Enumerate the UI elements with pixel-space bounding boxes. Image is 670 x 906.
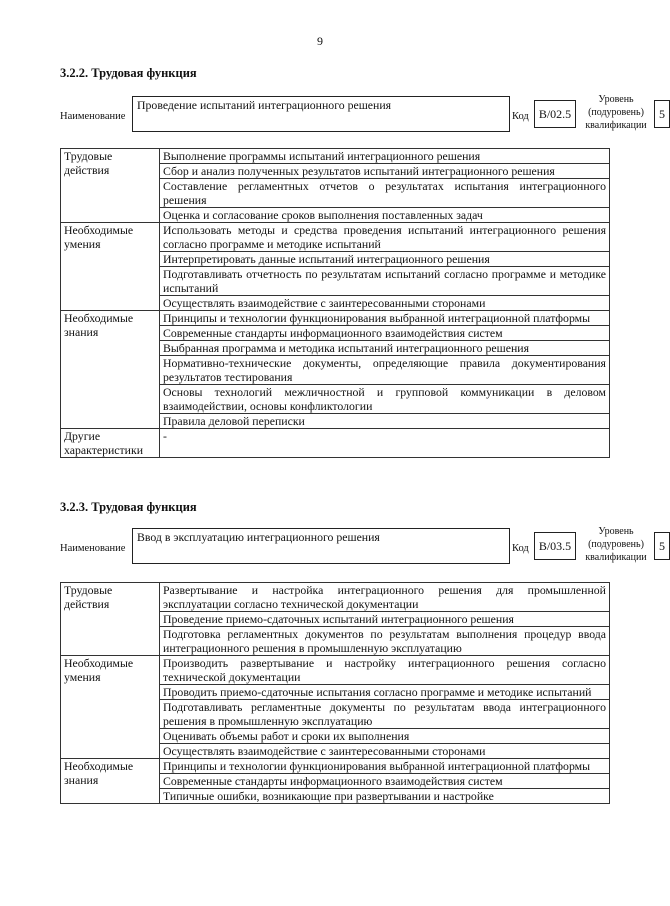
section-title: 3.2.2. Трудовая функция [60,66,197,80]
item-cell: - [160,429,610,458]
item-cell: Осуществлять взаимодействие с заинтересованными сторонами [160,744,610,759]
item-cell: Нормативно-технические документы, определяющие правила документирования результатов тестирования [160,356,610,385]
page-number: 9 [317,34,323,48]
table-row [61,583,610,612]
function-header [60,94,665,136]
item-cell: Подготовка регламентных документов по результатам выполнения процедур ввода интеграционного решения в промышленную эксплуатацию [160,627,610,656]
item-cell: Проводить приемо-сдаточные испытания согласно программе и методике испытаний [160,685,610,700]
qualification-level: 5 [654,532,670,560]
name-label: Наименование [60,111,126,122]
item-cell: Современные стандарты информационного взаимодействия систем [160,326,610,341]
function-name: Ввод в эксплуатацию интеграционного решения [132,528,510,564]
table-row [61,429,610,458]
qualification-level: 5 [654,100,670,128]
category-cell: Необходимые знания [61,759,160,804]
item-cell: Основы технологий межличностной и групповой коммуникации в деловом взаимодействии, основы конфликтологии [160,385,610,414]
item-cell: Оценивать объемы работ и сроки их выполнения [160,729,610,744]
item-cell: Принципы и технологии функционирования выбранной интеграционной платформы [160,311,610,326]
item-cell: Развертывание и настройка интеграционного решения для промышленной эксплуатации согласно технической документации [160,583,610,612]
item-cell: Производить развертывание и настройку интеграционного решения согласно технической документации [160,656,610,685]
category-cell: Трудовые действия [61,149,160,223]
function-code: B/03.5 [534,532,576,560]
item-cell: Сбор и анализ полученных результатов испытаний интеграционного решения [160,164,610,179]
category-cell: Необходимые умения [61,656,160,759]
code-label: Код [512,543,529,554]
table-row [61,223,610,252]
category-cell: Трудовые действия [61,583,160,656]
code-label: Код [512,111,529,122]
item-cell: Выбранная программа и методика испытаний интеграционного решения [160,341,610,356]
item-cell: Подготавливать отчетность по результатам испытаний согласно программе и методике испытаний [160,267,610,296]
category-cell: Другие характеристики [61,429,160,458]
function-header [60,526,665,568]
table-row [61,656,610,685]
item-cell: Подготавливать регламентные документы по результатам ввода интеграционного решения в промышленную эксплуатацию [160,700,610,729]
item-cell: Составление регламентных отчетов о результатах испытания интеграционного решения [160,179,610,208]
item-cell: Принципы и технологии функционирования выбранной интеграционной платформы [160,759,610,774]
item-cell: Осуществлять взаимодействие с заинтересованными сторонами [160,296,610,311]
level-label: Уровень (подуровень) квалификации [585,94,647,131]
item-cell: Использовать методы и средства проведения испытаний интеграционного решения согласно программе и методике испытаний [160,223,610,252]
table-row [61,311,610,326]
section-title: 3.2.3. Трудовая функция [60,500,197,514]
item-cell: Типичные ошибки, возникающие при развертывании и настройке [160,789,610,804]
function-code: B/02.5 [534,100,576,128]
name-label: Наименование [60,543,126,554]
table-row [61,149,610,164]
item-cell: Правила деловой переписки [160,414,610,429]
function-name: Проведение испытаний интеграционного решения [132,96,510,132]
level-label: Уровень (подуровень) квалификации [585,526,647,563]
item-cell: Проведение приемо-сдаточных испытаний интеграционного решения [160,612,610,627]
function-table [60,582,610,804]
category-cell: Необходимые знания [61,311,160,429]
item-cell: Выполнение программы испытаний интеграционного решения [160,149,610,164]
item-cell: Современные стандарты информационного взаимодействия систем [160,774,610,789]
table-row [61,759,610,774]
item-cell: Интерпретировать данные испытаний интеграционного решения [160,252,610,267]
category-cell: Необходимые умения [61,223,160,311]
item-cell: Оценка и согласование сроков выполнения поставленных задач [160,208,610,223]
function-table [60,148,610,458]
